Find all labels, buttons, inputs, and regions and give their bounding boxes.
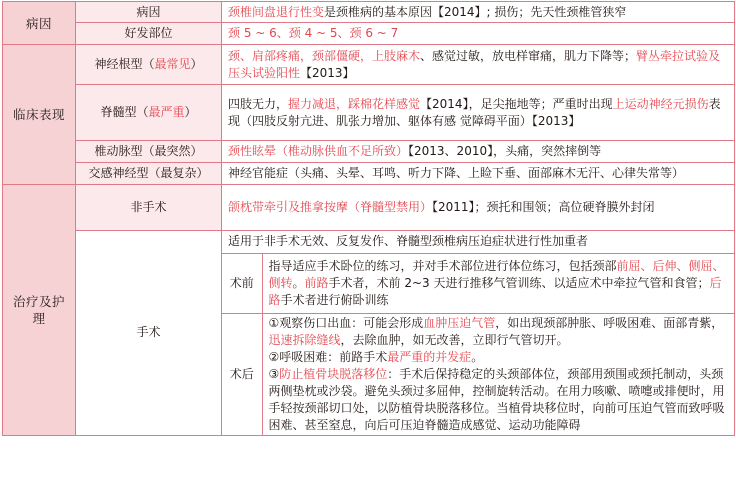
label-nerve-pre: 神经根型（: [94, 57, 155, 71]
cervical-spondylosis-table: [2, 1, 735, 436]
row-site: [3, 23, 735, 45]
surgery-cell: [222, 231, 735, 436]
postop-p2a: ②呼吸困难：前路手术: [268, 349, 388, 364]
site-text: [222, 23, 735, 45]
preop-t2: 。: [292, 275, 305, 290]
postop-p1b: ，如出现颈部肿胀、呼吸困难、面部青紫，: [495, 315, 724, 330]
postop-item-3: [269, 366, 729, 434]
postop-p3a: ③: [268, 366, 280, 381]
preop-red3: 后路: [268, 275, 722, 307]
section-clinical: 临床表现: [3, 45, 76, 185]
label-cause: 病因: [76, 2, 222, 23]
label-postop: 术后: [222, 313, 262, 435]
surgery-indication: 适用于非手术无效、反复发作、脊髓型颈椎病压迫症状进行性加重者: [222, 231, 734, 253]
spinal-t1: 【2014】，足尖拖地等；严重时出现: [420, 96, 613, 111]
nonsurgical-text: [222, 185, 735, 231]
postop-p2b: 。: [471, 349, 484, 364]
postop-p1red2: 迅速拆除缝线: [268, 332, 341, 347]
preop-t4: 手术者进行俯卧训练: [280, 292, 389, 307]
postop-p3b: ：手术后保持稳定的头颈部体位，颈部用颈围或颈托制动，头颈两侧垫枕或沙袋。避免头颈过多屈伸，控制旋转活动。在用力咳嗽、喷嚏或排便时，用手轻按颈部切口处，以防植骨块脱落移位。当植骨块移位时，向前可压迫气管而致呼吸困难、甚至窒息，向后可压迫脊髓造成感觉、运动功能障碍: [268, 366, 725, 432]
label-spinal-pre: 脊髓型（: [100, 105, 149, 119]
row-vertebral-artery: [3, 141, 735, 163]
surgery-pre-row: [222, 253, 734, 313]
surgery-post-row: [222, 313, 734, 435]
row-cause: [3, 2, 735, 23]
label-spinal-cord: [76, 85, 222, 141]
postop-item-1: [269, 315, 729, 349]
row-surgery: [3, 231, 735, 436]
label-nerve-post: ）: [190, 57, 203, 71]
spinal-red2: 上运动神经元损伤: [612, 96, 709, 111]
nonsurgical-red: 颌枕带牵引及推拿按摩（脊髓型禁用）: [228, 200, 433, 214]
label-surgery: 手术: [76, 231, 222, 436]
spinal-red1: 握力减退，踩棉花样感觉: [288, 96, 421, 111]
cause-rest: 是颈椎病的基本原因【2014】; 损伤；先天性颈椎管狭窄: [324, 4, 627, 19]
label-sympathetic: 交感神经型（最复杂）: [76, 163, 222, 185]
spinal-cord-text: [222, 85, 735, 141]
label-vertebral-artery: 椎动脉型（最突然）: [76, 141, 222, 163]
label-spinal-red: 最严重: [148, 105, 185, 119]
nerve-root-text: [222, 45, 735, 85]
spinal-t0: 四肢无力，: [228, 96, 289, 111]
preop-t1: 指导适应手术卧位的练习，并对手术部位进行体位练习，包括颈部: [268, 258, 617, 273]
surgery-subtable: [222, 231, 734, 435]
label-nonsurgical: 非手术: [76, 185, 222, 231]
nerve-red2: 臂丛牵拉试验及压头试验阳性: [228, 48, 721, 80]
preop-t3: 手术者，术前 2~3 天进行推移气管训练、以适应术中牵拉气管和食管；: [328, 275, 710, 290]
preop-red2: 前路: [304, 275, 329, 290]
site-red: 颈 5 ~ 6、颈 4 ~ 5、颈 6 ~ 7: [228, 26, 399, 40]
nerve-t2: 【2013】: [300, 65, 355, 80]
section-etiology: 病因: [3, 2, 76, 45]
preop-text: [262, 253, 734, 313]
label-preop: 术前: [222, 253, 262, 313]
vertebral-red: 颈性眩晕（椎动脉供血不足所致）: [228, 144, 409, 158]
vertebral-text: [222, 141, 735, 163]
postop-p1c: ，去除血肿，如无改善，立即行气管切开。: [340, 332, 569, 347]
postop-p2red: 最严重的并发症: [387, 349, 472, 364]
label-site: 好发部位: [76, 23, 222, 45]
postop-item-2: [269, 349, 729, 366]
label-nerve-root: [76, 45, 222, 85]
row-spinal-cord: [3, 85, 735, 141]
surgery-indication-row: [222, 231, 734, 253]
postop-text: [262, 313, 734, 435]
preop-red1: 前屈、后伸、侧屈、侧转: [268, 258, 725, 290]
cause-text: [222, 2, 735, 23]
postop-p1a: ①观察伤口出血：可能会形成: [268, 315, 424, 330]
nerve-t1: 、感觉过敏，放电样窜痛，肌力下降等；: [420, 48, 637, 63]
nerve-red1: 颈、肩部疼痛，颈部僵硬，上肢麻木: [228, 48, 421, 63]
label-nerve-red: 最常见: [154, 57, 191, 71]
spinal-t2: 表现（四肢反射亢进、肌张力增加、躯体有感 觉障碍平面）【2013】: [228, 96, 721, 128]
nonsurgical-rest: 【2011】；颈托和围领；高位硬脊膜外封闭: [432, 200, 655, 214]
row-nerve-root: [3, 45, 735, 85]
postop-p3red: 防止植骨块脱落移位: [279, 366, 388, 381]
row-nonsurgical: [3, 185, 735, 231]
vertebral-rest: 【2013、2010】，头痛，突然摔倒等: [408, 144, 602, 158]
section-treatment: 治疗及护理: [3, 185, 76, 436]
postop-p1red: 血肿压迫气管: [423, 315, 496, 330]
label-spinal-post: ）: [184, 105, 197, 119]
sympathetic-text: 神经官能症（头痛、头晕、耳鸣、听力下降、上睑下垂、面部麻木无汗、心律失常等）: [222, 163, 735, 185]
row-sympathetic: [3, 163, 735, 185]
cause-red: 颈椎间盘退行性变: [228, 4, 325, 19]
